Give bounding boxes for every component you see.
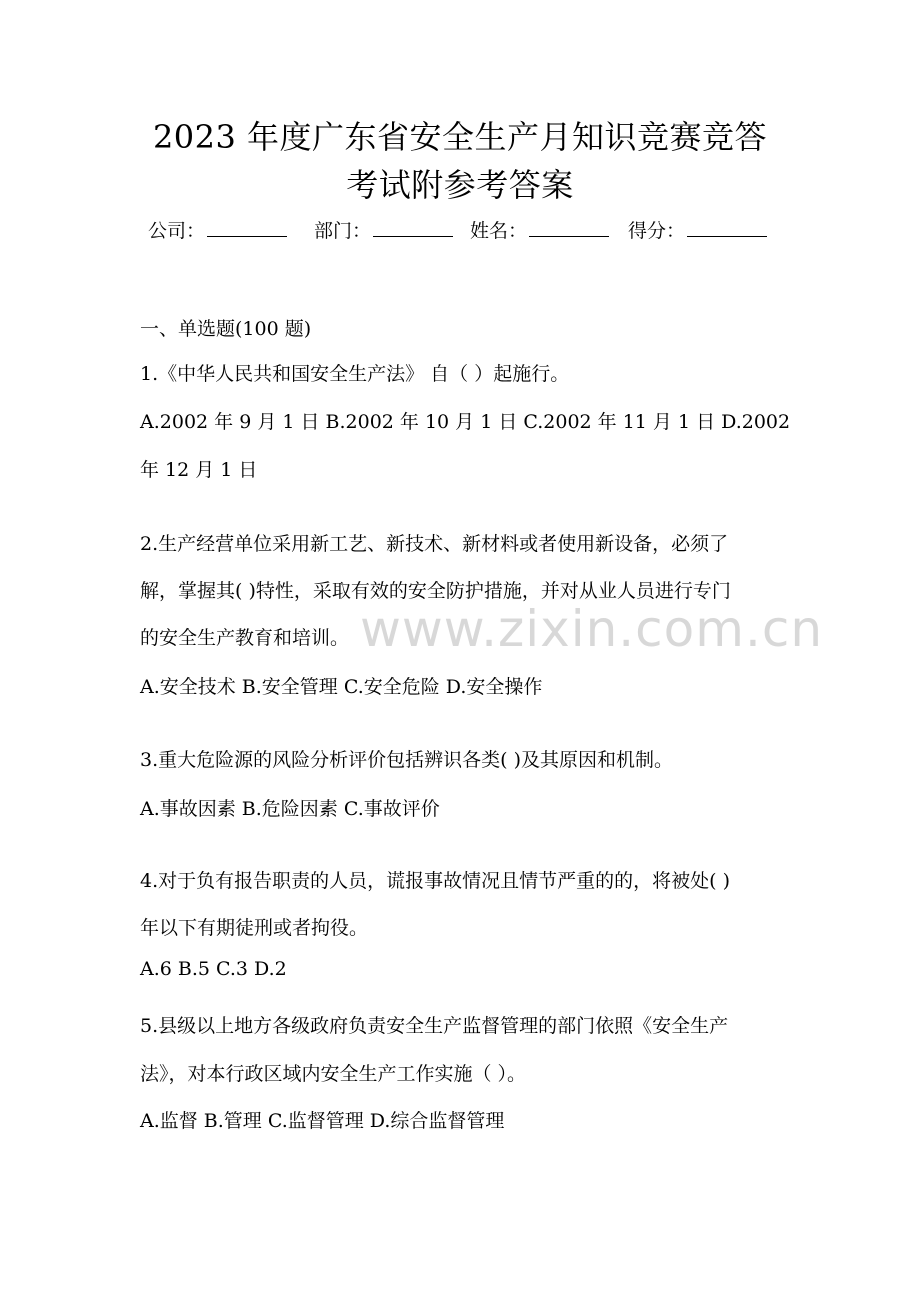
company-field (148, 216, 287, 245)
question-4-options: A.6 B.5 C.3 D.2 (140, 958, 287, 980)
question-2-stem: 2.生产经营单位采用新工艺、新技术、新材料或者使用新设备，必须了 (140, 533, 729, 555)
question-3-options: A.事故因素 B.危险因素 C.事故评价 (140, 798, 440, 820)
department-label: 部门： (314, 220, 372, 242)
score-field (628, 216, 767, 245)
question-4-stem-cont: 年以下有期徒刑或者拘役。 (140, 917, 369, 939)
question-5-stem-cont: 法》，对本行政区域内安全生产工作实施（ ）。 (140, 1063, 527, 1085)
question-1-options: A.2002 年 9 月 1 日 B.2002 年 10 月 1 日 C.2002 年 11 月 1 日 D.2002 (140, 411, 791, 433)
company-label: 公司： (148, 220, 206, 242)
question-1-stem: 1.《中华人民共和国安全生产法》 自（ ）起施行。 (140, 363, 570, 385)
name-label: 姓名： (470, 220, 528, 242)
question-5-options: A.监督 B.管理 C.监督管理 D.综合监督管理 (140, 1110, 505, 1132)
question-2-stem-cont-2: 的安全生产教育和培训。 (140, 627, 350, 649)
question-2-options: A.安全技术 B.安全管理 C.安全危险 D.安全操作 (140, 676, 543, 698)
question-1-options-cont: 年 12 月 1 日 (140, 459, 258, 481)
question-2-stem-cont-1: 解，掌握其( )特性，采取有效的安全防护措施，并对从业人员进行专门 (140, 580, 731, 602)
department-blank (373, 216, 453, 237)
department-field (314, 216, 453, 245)
document-title-line-2: 考试附参考答案 (346, 166, 574, 204)
company-blank (207, 216, 287, 237)
document-title-line-1: 2023 年度广东省安全生产月知识竞赛竞答 (152, 118, 768, 156)
name-field (470, 216, 609, 245)
score-blank (687, 216, 767, 237)
score-label: 得分： (628, 220, 686, 242)
watermark-text: www.zixin.com.cn (360, 600, 824, 658)
question-4-stem: 4.对于负有报告职责的人员，谎报事故情况且情节严重的的，将被处( ) (140, 870, 730, 892)
question-3-stem: 3.重大危险源的风险分析评价包括辨识各类( )及其原因和机制。 (140, 749, 673, 771)
section-heading: 一、单选题(100 题) (140, 318, 312, 340)
question-5-stem: 5.县级以上地方各级政府负责安全生产监督管理的部门依照《安全生产 (140, 1015, 729, 1037)
name-blank (529, 216, 609, 237)
